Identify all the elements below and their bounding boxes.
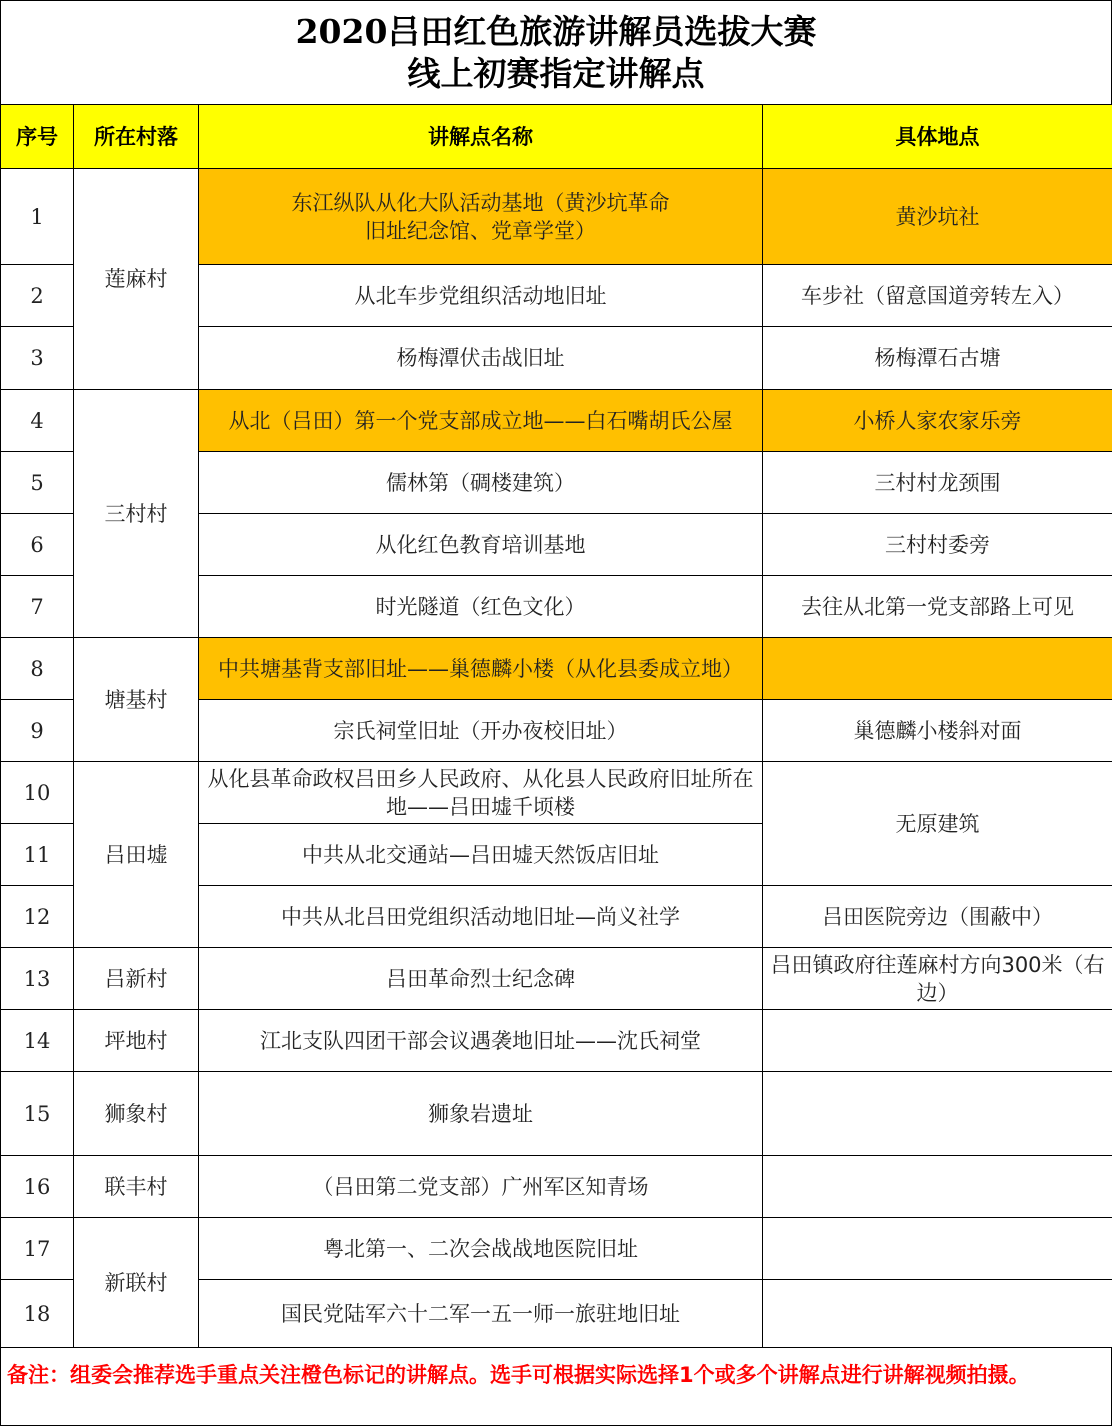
- spot-location: 小桥人家农家乐旁: [763, 390, 1112, 452]
- spot-name: 中共从北吕田党组织活动地旧址—尚义社学: [199, 886, 763, 948]
- spot-table: [0, 104, 1112, 1348]
- village-cell: 新联村: [74, 1218, 199, 1348]
- header-location: 具体地点: [763, 105, 1112, 169]
- spot-location: [763, 638, 1112, 700]
- row-number: 8: [1, 638, 74, 700]
- spot-location: 杨梅潭石古塘: [763, 327, 1112, 390]
- village-cell: 三村村: [74, 390, 199, 638]
- spot-name: 从北车步党组织活动地旧址: [199, 265, 763, 327]
- spot-name: 国民党陆军六十二军一五一师一旅驻地旧址: [199, 1280, 763, 1348]
- spot-location: 吕田镇政府往莲麻村方向300米（右边）: [763, 948, 1112, 1010]
- row-number: 10: [1, 762, 74, 824]
- village-cell: 吕新村: [74, 948, 199, 1010]
- spot-name: 从化县革命政权吕田乡人民政府、从化县人民政府旧址所在地——吕田墟千顷楼: [199, 762, 763, 824]
- spot-location: [763, 1072, 1112, 1156]
- spot-location: [763, 1156, 1112, 1218]
- spot-location: 无原建筑: [763, 762, 1112, 886]
- table-row: [1, 1072, 1112, 1156]
- row-number: 2: [1, 265, 74, 327]
- row-number: 11: [1, 824, 74, 886]
- header-index: 序号: [1, 105, 74, 169]
- row-number: 3: [1, 327, 74, 390]
- spot-name: 从北（吕田）第一个党支部成立地——白石嘴胡氏公屋: [199, 390, 763, 452]
- village-cell: 莲麻村: [74, 169, 199, 390]
- header-row: [1, 105, 1112, 169]
- row-number: 15: [1, 1072, 74, 1156]
- spot-name: 中共塘基背支部旧址——巢德麟小楼（从化县委成立地）: [199, 638, 763, 700]
- table-row: [1, 1156, 1112, 1218]
- row-number: 4: [1, 390, 74, 452]
- spot-name: （吕田第二党支部）广州军区知青场: [199, 1156, 763, 1218]
- footnote: 备注：组委会推荐选手重点关注橙色标记的讲解点。选手可根据实际选择1个或多个讲解点进行讲解视频拍摄。: [0, 1348, 1112, 1426]
- village-cell: 坪地村: [74, 1010, 199, 1072]
- spot-name: 中共从北交通站—吕田墟天然饭店旧址: [199, 824, 763, 886]
- table-row: [1, 390, 1112, 452]
- table-row: [1, 762, 1112, 824]
- spot-location: 黄沙坑社: [763, 169, 1112, 265]
- spot-name: 宗氏祠堂旧址（开办夜校旧址）: [199, 700, 763, 762]
- title-line-2: 线上初赛指定讲解点: [407, 53, 705, 93]
- table-row: [1, 948, 1112, 1010]
- row-number: 18: [1, 1280, 74, 1348]
- spot-location: [763, 1280, 1112, 1348]
- row-number: 6: [1, 514, 74, 576]
- table-row: [1, 638, 1112, 700]
- row-number: 13: [1, 948, 74, 1010]
- spot-location: [763, 1010, 1112, 1072]
- table-row: [1, 169, 1112, 265]
- spot-name: 粤北第一、二次会战战地医院旧址: [199, 1218, 763, 1280]
- row-number: 14: [1, 1010, 74, 1072]
- spot-name: 时光隧道（红色文化）: [199, 576, 763, 638]
- row-number: 16: [1, 1156, 74, 1218]
- header-village: 所在村落: [74, 105, 199, 169]
- spot-location: 吕田医院旁边（围蔽中）: [763, 886, 1112, 948]
- spot-location: 车步社（留意国道旁转左入）: [763, 265, 1112, 327]
- spot-name: 东江纵队从化大队活动基地（黄沙坑革命旧址纪念馆、党章学堂）: [199, 169, 763, 265]
- table-row: [1, 1010, 1112, 1072]
- spot-name: 狮象岩遗址: [199, 1072, 763, 1156]
- village-cell: 联丰村: [74, 1156, 199, 1218]
- spot-location: 巢德麟小楼斜对面: [763, 700, 1112, 762]
- spot-name: 江北支队四团干部会议遇袭地旧址——沈氏祠堂: [199, 1010, 763, 1072]
- spot-name: 儒林第（碉楼建筑）: [199, 452, 763, 514]
- spot-name: 杨梅潭伏击战旧址: [199, 327, 763, 390]
- title-line-1: 2020吕田红色旅游讲解员选拔大赛: [295, 11, 817, 51]
- header-name: 讲解点名称: [199, 105, 763, 169]
- row-number: 1: [1, 169, 74, 265]
- row-number: 9: [1, 700, 74, 762]
- row-number: 17: [1, 1218, 74, 1280]
- spot-name: 从化红色教育培训基地: [199, 514, 763, 576]
- spot-location: [763, 1218, 1112, 1280]
- row-number: 7: [1, 576, 74, 638]
- row-number: 5: [1, 452, 74, 514]
- spot-location: 三村村龙颈围: [763, 452, 1112, 514]
- spot-location: 三村村委旁: [763, 514, 1112, 576]
- spot-location: 去往从北第一党支部路上可见: [763, 576, 1112, 638]
- village-cell: 塘基村: [74, 638, 199, 762]
- spot-name: 吕田革命烈士纪念碑: [199, 948, 763, 1010]
- village-cell: 吕田墟: [74, 762, 199, 948]
- table-row: [1, 1218, 1112, 1280]
- row-number: 12: [1, 886, 74, 948]
- title-block: [0, 0, 1112, 104]
- village-cell: 狮象村: [74, 1072, 199, 1156]
